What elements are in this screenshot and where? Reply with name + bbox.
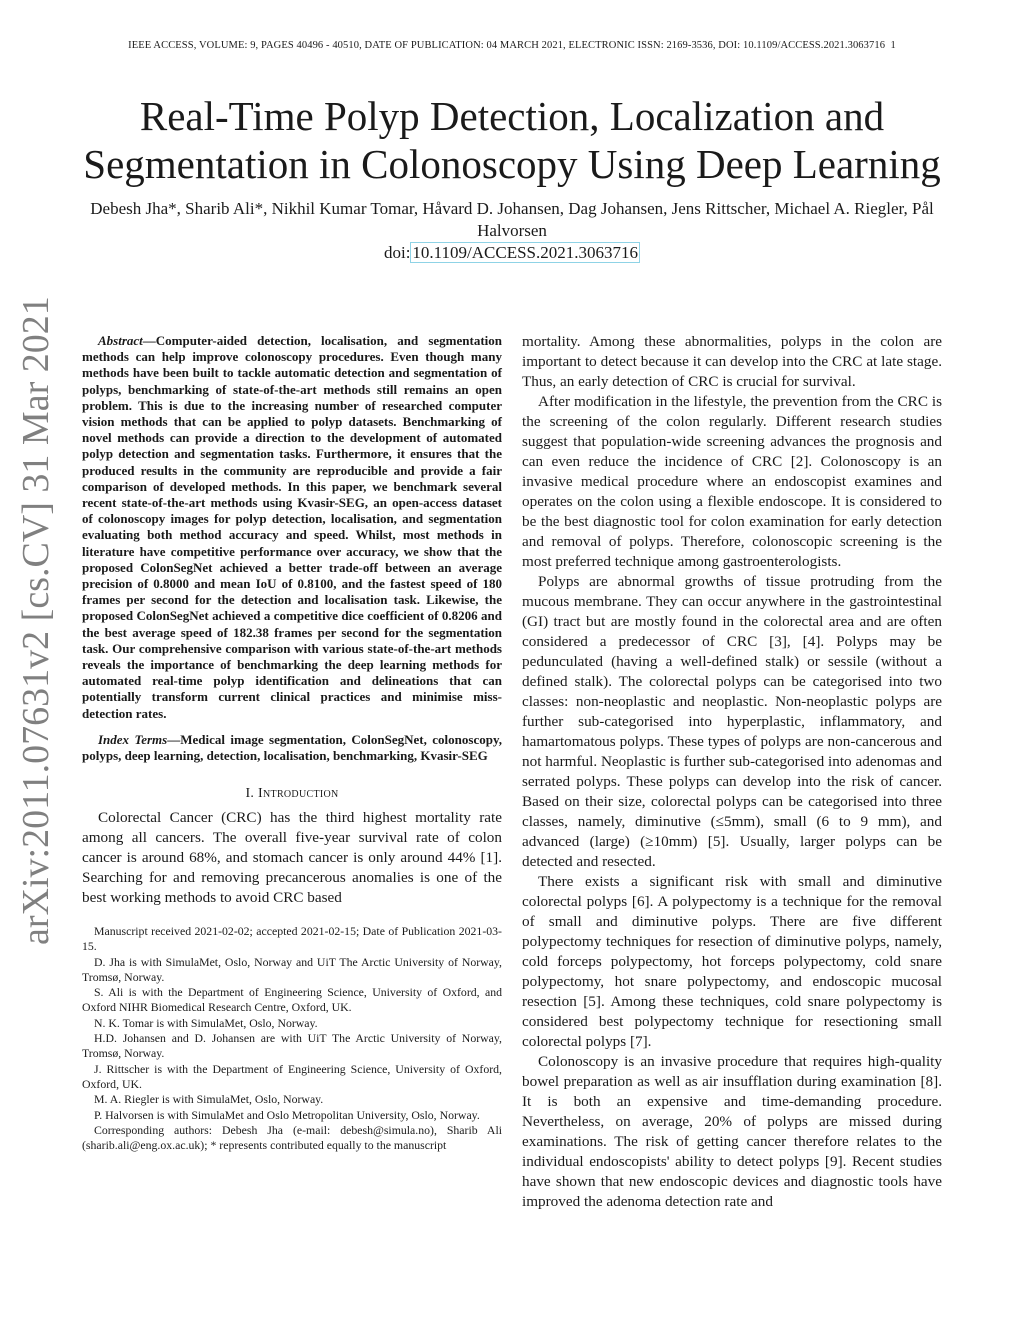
doi-prefix: doi: xyxy=(383,243,411,262)
footnote: H.D. Johansen and D. Johansen are with UiT The Arctic University of Norway, Tromsø, Norway. xyxy=(82,1031,502,1061)
page-number: 1 xyxy=(890,40,896,51)
running-header xyxy=(0,40,1024,51)
doi-line xyxy=(0,243,1024,263)
footnote: S. Ali is with the Department of Engineering Science, University of Oxford, and Oxford NIHR Biomedical Research Centre, Oxford, UK. xyxy=(82,985,502,1015)
doi-link[interactable]: 10.1109/ACCESS.2021.3063716 xyxy=(412,243,639,262)
footnote: Corresponding authors: Debesh Jha (e-mail: debesh@simula.no), Sharib Ali (sharib.ali@eng.ox.ac.uk); * represents contributed equally to the manuscript xyxy=(82,1123,502,1153)
footnote: D. Jha is with SimulaMet, Oslo, Norway and UiT The Arctic University of Norway, Tromsø, Norway. xyxy=(82,954,502,984)
section-number: I. xyxy=(245,786,255,802)
body-paragraph: mortality. Among these abnormalities, polyps in the colon are important to detect because it can develop into the CRC at late stage. Thus, an early detection of CRC is crucial for survival. xyxy=(522,333,942,390)
index-terms xyxy=(82,732,502,764)
intro-paragraph: Colorectal Cancer (CRC) has the third highest mortality rate among all cancers. The overall five-year survival rate of colon cancer is around 68%, and stomach cancer is only around 44% [1]. Searching for and removing precancerous anomalies is one of the best working methods to avoid CRC based xyxy=(82,809,502,907)
body-paragraph: Polyps are abnormal growths of tissue protruding from the mucous membrane. They can occur anywhere in the gastrointestinal (GI) tract but are mostly found in the colorectal area and are often considered a predecessor of CRC [3], [4]. Polyps may be pedunculated (having a well-defined stalk) or sessile (without a defined stalk). The colorectal polyps can be categorised into two classes: non-neoplastic and neoplastic. Non-neoplastic polyps are further sub-categorised into hyperplastic, inflammatory, and hamartomatous polyps. These types of polyps are non-cancerous and not harmful. Neoplastic is further sub-categorised into adenomas and serrated polyps. These polyps can develop into the risk of cancer. Based on their size, colorectal polyps can be categorised into three classes, namely, diminutive (≤5mm), small (6 to 9 mm), and advanced (large) (≥10mm) [5]. Usually, larger polyps can be detected and resected. xyxy=(522,573,942,870)
arxiv-identifier: arXiv:2011.07631v2 [cs.CV] 31 Mar 2021 xyxy=(15,296,57,945)
left-column xyxy=(82,333,502,1154)
body-paragraph: After modification in the lifestyle, the prevention from the CRC is the screening of the colon regularly. Different research studies suggest that population-wide screening advances the prognosis and can even reduce the incidence of CRC [2]. Colonoscopy is an invasive medical procedure where an endoscopist examines and operates on the colon using a flexible endoscope. It is considered to be the best diagnostic tool for colon examination for early detection and removal of polyps. Therefore, colonoscopic screening is the most preferred technique among gastroenterologists. xyxy=(522,393,942,570)
index-terms-label: Index Terms xyxy=(98,731,168,747)
index-terms-text: —Medical image segmentation, ColonSegNet, colonoscopy, polyps, deep learning, detection, localisation, benchmarking, Kvasir-SEG xyxy=(82,731,502,764)
section-title: Introduction xyxy=(258,786,339,802)
running-head-text: IEEE ACCESS, VOLUME: 9, PAGES 40496 - 40510, DATE OF PUBLICATION: 04 MARCH 2021, ELECTRONIC ISSN: 2169-3536, DOI: 10.1109/ACCESS.2021.3063716 xyxy=(128,40,886,51)
author-list: Debesh Jha*, Sharib Ali*, Nikhil Kumar Tomar, Håvard D. Johansen, Dag Johansen, Jens Rittscher, Michael A. Riegler, Pål Halvorsen xyxy=(90,199,934,240)
abstract-label: Abstract xyxy=(98,333,143,348)
right-column xyxy=(522,332,942,1212)
section-heading-introduction xyxy=(82,786,502,802)
body-paragraph: There exists a significant risk with small and diminutive colorectal polyps [6]. A polypectomy is a technique for the removal of small and diminutive polyps. There are five different polypectomy techniques for resection of diminutive polyps, namely, cold forceps polypectomy, hot forceps polypectomy, cold snare polypectomy, hot snare polypectomy, and endoscopic mucosal resection [5]. Among these techniques, cold snare polypectomy is considered best polypectomy technique for resectioning small colorectal polyps [7]. xyxy=(522,873,942,1050)
paper-title: Real-Time Polyp Detection, Localization and Segmentation in Colonoscopy Using Deep Learning xyxy=(83,93,941,187)
footnote: N. K. Tomar is with SimulaMet, Oslo, Norway. xyxy=(94,1015,318,1030)
footnote: Manuscript received 2021-02-02; accepted 2021-02-15; Date of Publication 2021-03-15. xyxy=(82,924,502,954)
footnotes xyxy=(82,924,502,1153)
footnote: P. Halvorsen is with SimulaMet and Oslo Metropolitan University, Oslo, Norway. xyxy=(94,1107,480,1122)
body-paragraph: Colonoscopy is an invasive procedure that requires high-quality bowel preparation as well as air insufflation during examination [8]. It is both an expensive and time-demanding procedure. Nevertheless, on average, 20% of polyps are missed during examinations. The risk of getting cancer therefore relates to the individual endoscopists' ability to detect polyps [9]. Recent studies have shown that new endoscopic devices and diagnostic tools have improved the adenoma detection rate and xyxy=(522,1053,942,1210)
abstract xyxy=(82,333,502,722)
footnote: J. Rittscher is with the Department of Engineering Science, University of Oxford, Oxford, UK. xyxy=(82,1061,502,1091)
abstract-text: —Computer-aided detection, localisation, and segmentation methods can help improve colonoscopy procedures. Even though many methods have been built to tackle automatic detection and segmentation of polyps, benchmarking of state-of-the-art methods still remains an open problem. This is due to the increasing number of researched computer vision methods that can be applied to polyp datasets. Benchmarking of novel methods can provide a direction to the development of automated polyp detection and segmentation tasks. Furthermore, it ensures that the produced results in the community are reproducible and provide a fair comparison of developed methods. In this paper, we benchmark several recent state-of-the-art methods using Kvasir-SEG, an open-access dataset of colonoscopy images for polyp detection, localisation, and segmentation evaluating both method accuracy and speed. Whilst, most methods in literature have competitive performance over accuracy, we show that the proposed ColonSegNet achieved a better trade-off between an average precision of 0.8000 and mean IoU of 0.8100, and the fastest speed of 180 frames per second for the detection and localisation task. Likewise, the proposed ColonSegNet achieved a competitive dice coefficient of 0.8206 and the best average speed of 182.38 frames per second for the segmentation task. Our comprehensive comparison with various state-of-the-art methods reveals the importance of benchmarking the deep learning methods for automated real-time polyp identification and delineations that can potentially transform current clinical practices and minimise miss-detection rates. xyxy=(82,333,502,721)
footnote: M. A. Riegler is with SimulaMet, Oslo, Norway. xyxy=(94,1092,324,1107)
